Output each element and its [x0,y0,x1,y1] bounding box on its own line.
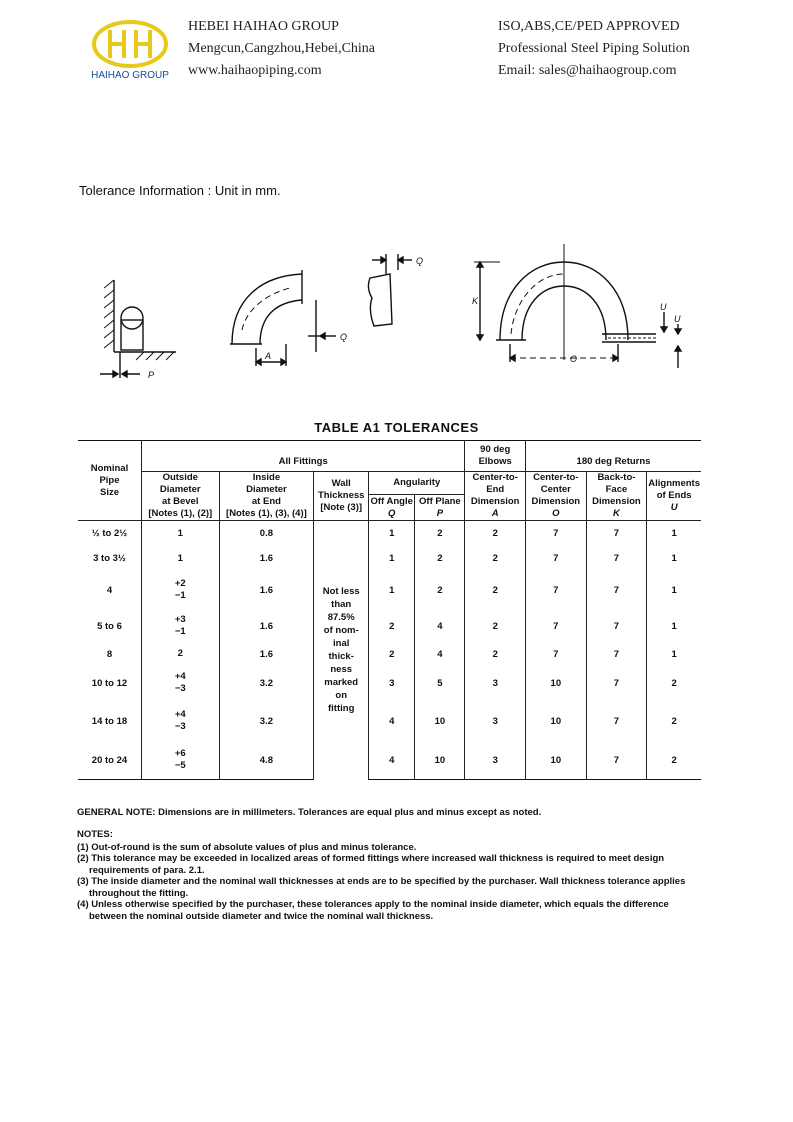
label-p: P [148,370,155,380]
cell-b2f: 7 [586,665,647,701]
company-name: HEBEI HAIHAO GROUP [188,19,339,34]
cell-c2c: 10 [526,665,587,701]
cell-align: 1 [647,521,701,547]
label-a: A [265,351,272,361]
note-3: (3) The inside diameter and the nominal wall thicknesses at ends are to be specified by the purchaser. Wall thickness tolerance applies throughout the fitting. [77,876,686,899]
general-note: GENERAL NOTE: Dimensions are in millimeters. Tolerances are equal plus and minus except as noted. [77,807,542,818]
cell-off-plane: 2 [415,546,465,571]
table-row [78,701,701,741]
cell-nps: 10 to 12 [78,665,141,701]
group-90-elbows: 90 deg Elbows [465,441,526,472]
cell-off-angle: 4 [369,701,415,741]
cell-nps: 4 [78,571,141,609]
cell-c2c: 7 [526,571,587,609]
company-logo [90,20,170,82]
col-b2f: Back-to- Face Dimension K [586,472,647,521]
cell-c2e: 2 [465,571,526,609]
cell-nps: 8 [78,643,141,665]
cell-b2f: 7 [586,741,647,780]
cell-off-plane: 2 [415,521,465,547]
header-approvals [498,16,690,82]
note-4: (4) Unless otherwise specified by the purchaser, these tolerances apply to the nominal inside diameter, which equals the difference between the nominal outside diameter and twice the nominal wall thickness. [77,899,669,922]
cell-od: +4 −3 [141,665,219,701]
col-align: Alignments of Ends U [647,472,701,521]
fitting-tolerance-diagram [90,240,700,400]
col-c2e: Center-to- End Dimension A [465,472,526,521]
table-row [78,571,701,609]
email-line[interactable]: Email: sales@haihaogroup.com [498,63,677,78]
cell-od: 2 [141,643,219,665]
cell-off-plane: 2 [415,571,465,609]
cell-nps: ½ to 2½ [78,521,141,547]
table-row [78,546,701,571]
col-wall: Wall Thickness [Note (3)] [314,472,369,521]
table-row [78,665,701,701]
cell-id: 1.6 [219,571,314,609]
tolerance-info-text: Tolerance Information : Unit in mm. [79,183,281,198]
end-angle-figure [368,254,423,326]
label-u2: U [674,314,681,324]
cell-id: 1.6 [219,546,314,571]
cell-c2e: 3 [465,701,526,741]
table-row [78,643,701,665]
cell-off-angle: 1 [369,546,415,571]
approvals-line: ISO,ABS,CE/PED APPROVED [498,19,680,34]
cell-nps: 20 to 24 [78,741,141,780]
group-all-fittings: All Fittings [141,441,464,472]
company-website[interactable]: www.haihaopiping.com [188,63,322,78]
cell-id: 4.8 [219,741,314,780]
cell-id: 3.2 [219,701,314,741]
label-q-end: Q [416,256,424,266]
cell-c2e: 2 [465,643,526,665]
cell-nps: 14 to 18 [78,701,141,741]
cell-align: 1 [647,546,701,571]
label-o: O [570,354,578,364]
cell-align: 1 [647,643,701,665]
cell-c2e: 3 [465,665,526,701]
col-od: Outside Diameter at Bevel [Notes (1), (2)] [141,472,219,521]
cell-c2c: 10 [526,741,587,780]
cell-off-plane: 4 [415,609,465,643]
label-q-elbow: Q [340,332,348,342]
cell-id: 1.6 [219,643,314,665]
cell-id: 1.6 [219,609,314,643]
cell-off-angle: 1 [369,571,415,609]
cell-b2f: 7 [586,571,647,609]
cell-id: 3.2 [219,665,314,701]
slogan-line: Professional Steel Piping Solution [498,41,690,56]
cell-align: 2 [647,741,701,780]
cell-c2e: 2 [465,546,526,571]
cell-c2e: 3 [465,741,526,780]
table-row [78,521,701,547]
cell-od: +3 −1 [141,609,219,643]
cell-off-angle: 4 [369,741,415,780]
cell-wall-thickness: Not less than 87.5% of nom- inal thick- ness marked on fitting [314,521,369,780]
note-1: (1) Out-of-round is the sum of absolute values of plus and minus tolerance. [77,841,417,853]
elbow-90-figure [230,270,347,366]
cell-align: 2 [647,701,701,741]
cell-nps: 3 to 3½ [78,546,141,571]
cell-b2f: 7 [586,701,647,741]
cell-off-angle: 2 [369,643,415,665]
cell-od: 1 [141,521,219,547]
table-row [78,609,701,643]
col-c2c: Center-to- Center Dimension O [526,472,587,521]
note-2: (2) This tolerance may be exceeded in localized areas of formed fittings where increased wall thickness is required to meet design requirements of para. 2.1. [77,853,665,876]
off-plane-figure [100,280,176,380]
label-u1: U [660,302,667,312]
return-180-figure [472,244,681,368]
cell-align: 1 [647,609,701,643]
col-off-plane: Off Plane P [415,495,465,521]
tolerance-table-body [78,521,701,780]
col-off-angle: Off Angle Q [370,495,413,519]
col-nps: Nominal Pipe Size [78,441,141,521]
cell-align: 1 [647,571,701,609]
cell-od: +4 −3 [141,701,219,741]
cell-c2c: 7 [526,546,587,571]
cell-nps: 5 to 6 [78,609,141,643]
cell-align: 2 [647,665,701,701]
col-id: Inside Diameter at End [Notes (1), (3), (4)] [219,472,314,521]
group-180-returns: 180 deg Returns [526,441,701,472]
cell-od: +2 −1 [141,571,219,609]
header-company-info [188,16,375,82]
cell-b2f: 7 [586,546,647,571]
table-row [78,741,701,780]
cell-off-plane: 10 [415,741,465,780]
cell-b2f: 7 [586,609,647,643]
tolerance-table [78,440,701,780]
cell-c2c: 7 [526,609,587,643]
cell-b2f: 7 [586,643,647,665]
cell-c2c: 7 [526,521,587,547]
cell-od: 1 [141,546,219,571]
cell-c2c: 10 [526,701,587,741]
cell-off-plane: 10 [415,701,465,741]
cell-od: +6 −5 [141,741,219,780]
cell-off-plane: 4 [415,643,465,665]
cell-c2e: 2 [465,609,526,643]
group-angularity: Angularity [369,472,465,495]
cell-off-plane: 5 [415,665,465,701]
cell-c2c: 7 [526,643,587,665]
label-k: K [472,296,479,306]
cell-off-angle: 3 [369,665,415,701]
company-address: Mengcun,Cangzhou,Hebei,China [188,41,376,56]
table-title: TABLE A1 TOLERANCES [314,420,479,435]
notes-block [77,829,707,922]
logo-text: HAIHAO GROUP [91,70,169,81]
cell-id: 0.8 [219,521,314,547]
notes-heading: NOTES: [77,829,113,840]
cell-off-angle: 2 [369,609,415,643]
cell-c2e: 2 [465,521,526,547]
cell-b2f: 7 [586,521,647,547]
cell-off-angle: 1 [369,521,415,547]
